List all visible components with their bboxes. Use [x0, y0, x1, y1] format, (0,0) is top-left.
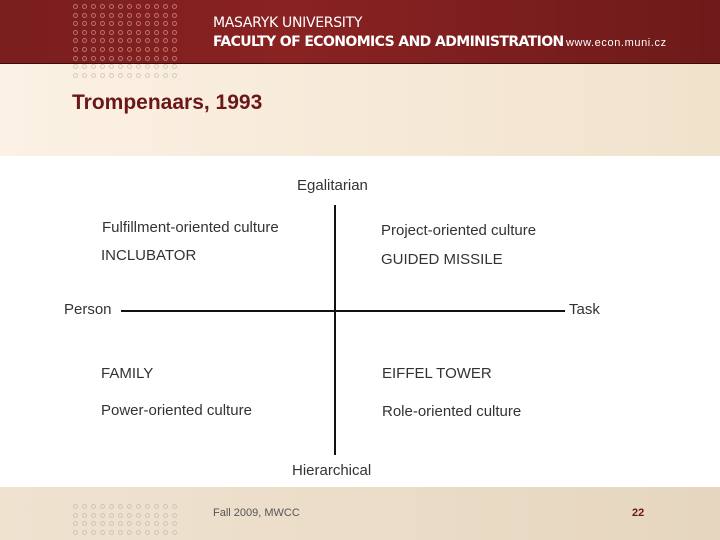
dot: [91, 21, 96, 26]
dot: [82, 513, 87, 518]
dot: [118, 513, 123, 518]
dot: [91, 4, 96, 9]
dot: [136, 13, 141, 18]
dot: [118, 73, 123, 78]
dot: [172, 30, 177, 35]
dot: [154, 47, 159, 52]
dot: [136, 21, 141, 26]
dot: [163, 30, 168, 35]
dot: [82, 530, 87, 535]
dot: [118, 13, 123, 18]
dot: [100, 64, 105, 69]
dot: [136, 47, 141, 52]
dot: [100, 30, 105, 35]
dot: [127, 38, 132, 43]
dot: [109, 13, 114, 18]
dot: [136, 513, 141, 518]
dot: [145, 4, 150, 9]
dot: [100, 530, 105, 535]
dot: [127, 521, 132, 526]
dot: [100, 4, 105, 9]
dot: [109, 64, 114, 69]
dot: [136, 521, 141, 526]
dot: [109, 56, 114, 61]
dot: [154, 73, 159, 78]
dot: [127, 56, 132, 61]
dot: [154, 64, 159, 69]
dot: [163, 513, 168, 518]
dot: [118, 30, 123, 35]
dot: [172, 56, 177, 61]
dot: [154, 521, 159, 526]
dot: [127, 64, 132, 69]
dot: [163, 521, 168, 526]
quadrant-bottom-right-name: EIFFEL TOWER: [382, 365, 492, 382]
dot: [172, 513, 177, 518]
dot: [136, 56, 141, 61]
dot: [73, 56, 78, 61]
dot: [154, 4, 159, 9]
dot: [145, 513, 150, 518]
university-name: MASARYK UNIVERSITY: [213, 15, 363, 31]
dot: [91, 13, 96, 18]
dot: [91, 30, 96, 35]
dot: [136, 4, 141, 9]
dot: [172, 521, 177, 526]
dot: [82, 504, 87, 509]
axis-label-right: Task: [569, 301, 600, 318]
vertical-axis: [334, 205, 336, 455]
dot: [73, 73, 78, 78]
dot: [82, 13, 87, 18]
dot: [154, 56, 159, 61]
dot: [118, 4, 123, 9]
dot: [136, 73, 141, 78]
dot: [127, 13, 132, 18]
dot: [172, 13, 177, 18]
dot: [136, 30, 141, 35]
dot: [91, 530, 96, 535]
dot: [118, 47, 123, 52]
dot: [100, 21, 105, 26]
dot: [91, 64, 96, 69]
dot: [100, 38, 105, 43]
dot: [73, 47, 78, 52]
dot: [163, 56, 168, 61]
dot: [145, 47, 150, 52]
dot: [127, 30, 132, 35]
dot: [82, 56, 87, 61]
dot: [145, 64, 150, 69]
dot: [73, 21, 78, 26]
dot: [154, 21, 159, 26]
dot: [145, 21, 150, 26]
axis-label-bottom: Hierarchical: [292, 462, 372, 479]
dot: [163, 530, 168, 535]
dot: [154, 513, 159, 518]
dot: [127, 504, 132, 509]
dot: [145, 13, 150, 18]
dot: [145, 521, 150, 526]
dot: [100, 56, 105, 61]
dot: [127, 73, 132, 78]
dot: [118, 64, 123, 69]
website-link[interactable]: www.econ.muni.cz: [566, 37, 667, 49]
dot: [127, 530, 132, 535]
quadrant-top-left-culture: Fulfillment-oriented culture: [102, 219, 279, 236]
dot: [73, 38, 78, 43]
dot: [172, 530, 177, 535]
dot: [82, 21, 87, 26]
dot: [118, 56, 123, 61]
dot: [163, 38, 168, 43]
dot: [154, 504, 159, 509]
dot: [109, 530, 114, 535]
dot: [145, 38, 150, 43]
dot: [154, 530, 159, 535]
dot: [127, 4, 132, 9]
dot: [109, 513, 114, 518]
quadrant-top-right-name: GUIDED MISSILE: [381, 251, 503, 268]
dot: [145, 56, 150, 61]
dot: [118, 38, 123, 43]
quadrant-bottom-left-name: FAMILY: [101, 365, 154, 382]
dot: [136, 38, 141, 43]
dot: [109, 4, 114, 9]
dot: [82, 521, 87, 526]
dot: [172, 504, 177, 509]
dot: [100, 521, 105, 526]
quadrant-bottom-right-culture: Role-oriented culture: [382, 403, 522, 420]
dot: [172, 64, 177, 69]
footer-text: Fall 2009, MWCC: [213, 507, 300, 519]
dot: [163, 13, 168, 18]
dot: [73, 30, 78, 35]
dot: [82, 30, 87, 35]
axis-label-top: Egalitarian: [297, 177, 368, 194]
dot: [109, 38, 114, 43]
dot: [118, 521, 123, 526]
dot: [82, 38, 87, 43]
dot: [118, 504, 123, 509]
dot: [136, 530, 141, 535]
footer-dot-pattern: [72, 503, 180, 537]
dot: [163, 4, 168, 9]
dot: [154, 13, 159, 18]
dot: [91, 513, 96, 518]
dot: [91, 47, 96, 52]
dot: [109, 504, 114, 509]
dot: [73, 530, 78, 535]
dot: [109, 73, 114, 78]
dot: [145, 30, 150, 35]
dot: [73, 64, 78, 69]
dot: [145, 530, 150, 535]
dot: [100, 504, 105, 509]
dot: [73, 513, 78, 518]
horizontal-axis: [121, 310, 565, 312]
dot: [154, 38, 159, 43]
dot: [136, 504, 141, 509]
dot: [91, 521, 96, 526]
dot: [109, 47, 114, 52]
dot: [172, 73, 177, 78]
dot: [100, 47, 105, 52]
dot: [154, 30, 159, 35]
dot: [109, 21, 114, 26]
dot: [109, 30, 114, 35]
dot: [82, 47, 87, 52]
dot: [91, 38, 96, 43]
dot: [145, 73, 150, 78]
dot: [172, 4, 177, 9]
dot: [91, 504, 96, 509]
dot: [118, 21, 123, 26]
slide-title: Trompenaars, 1993: [72, 91, 263, 114]
dot: [163, 73, 168, 78]
dot: [163, 64, 168, 69]
dot: [73, 4, 78, 9]
dot: [127, 513, 132, 518]
dot: [91, 73, 96, 78]
dot: [145, 504, 150, 509]
dot: [163, 21, 168, 26]
dot: [82, 73, 87, 78]
dot: [91, 56, 96, 61]
dot: [172, 47, 177, 52]
dot: [163, 47, 168, 52]
dot: [172, 38, 177, 43]
dot: [172, 21, 177, 26]
axis-label-left: Person: [64, 301, 112, 318]
dot: [118, 530, 123, 535]
quadrant-top-left-name: INCLUBATOR: [101, 247, 197, 264]
page-number: 22: [632, 507, 645, 519]
dot: [127, 47, 132, 52]
dot: [100, 513, 105, 518]
dot: [82, 64, 87, 69]
dot: [163, 504, 168, 509]
dot: [73, 13, 78, 18]
dot: [109, 521, 114, 526]
dot: [100, 13, 105, 18]
dot: [73, 521, 78, 526]
quadrant-bottom-left-culture: Power-oriented culture: [101, 402, 252, 419]
dot: [82, 4, 87, 9]
dot: [136, 64, 141, 69]
dot: [127, 21, 132, 26]
faculty-name: FACULTY OF ECONOMICS AND ADMINISTRATION: [213, 34, 564, 50]
quadrant-top-right-culture: Project-oriented culture: [381, 222, 537, 239]
logo-dot-pattern: [72, 3, 180, 80]
dot: [100, 73, 105, 78]
dot: [73, 504, 78, 509]
